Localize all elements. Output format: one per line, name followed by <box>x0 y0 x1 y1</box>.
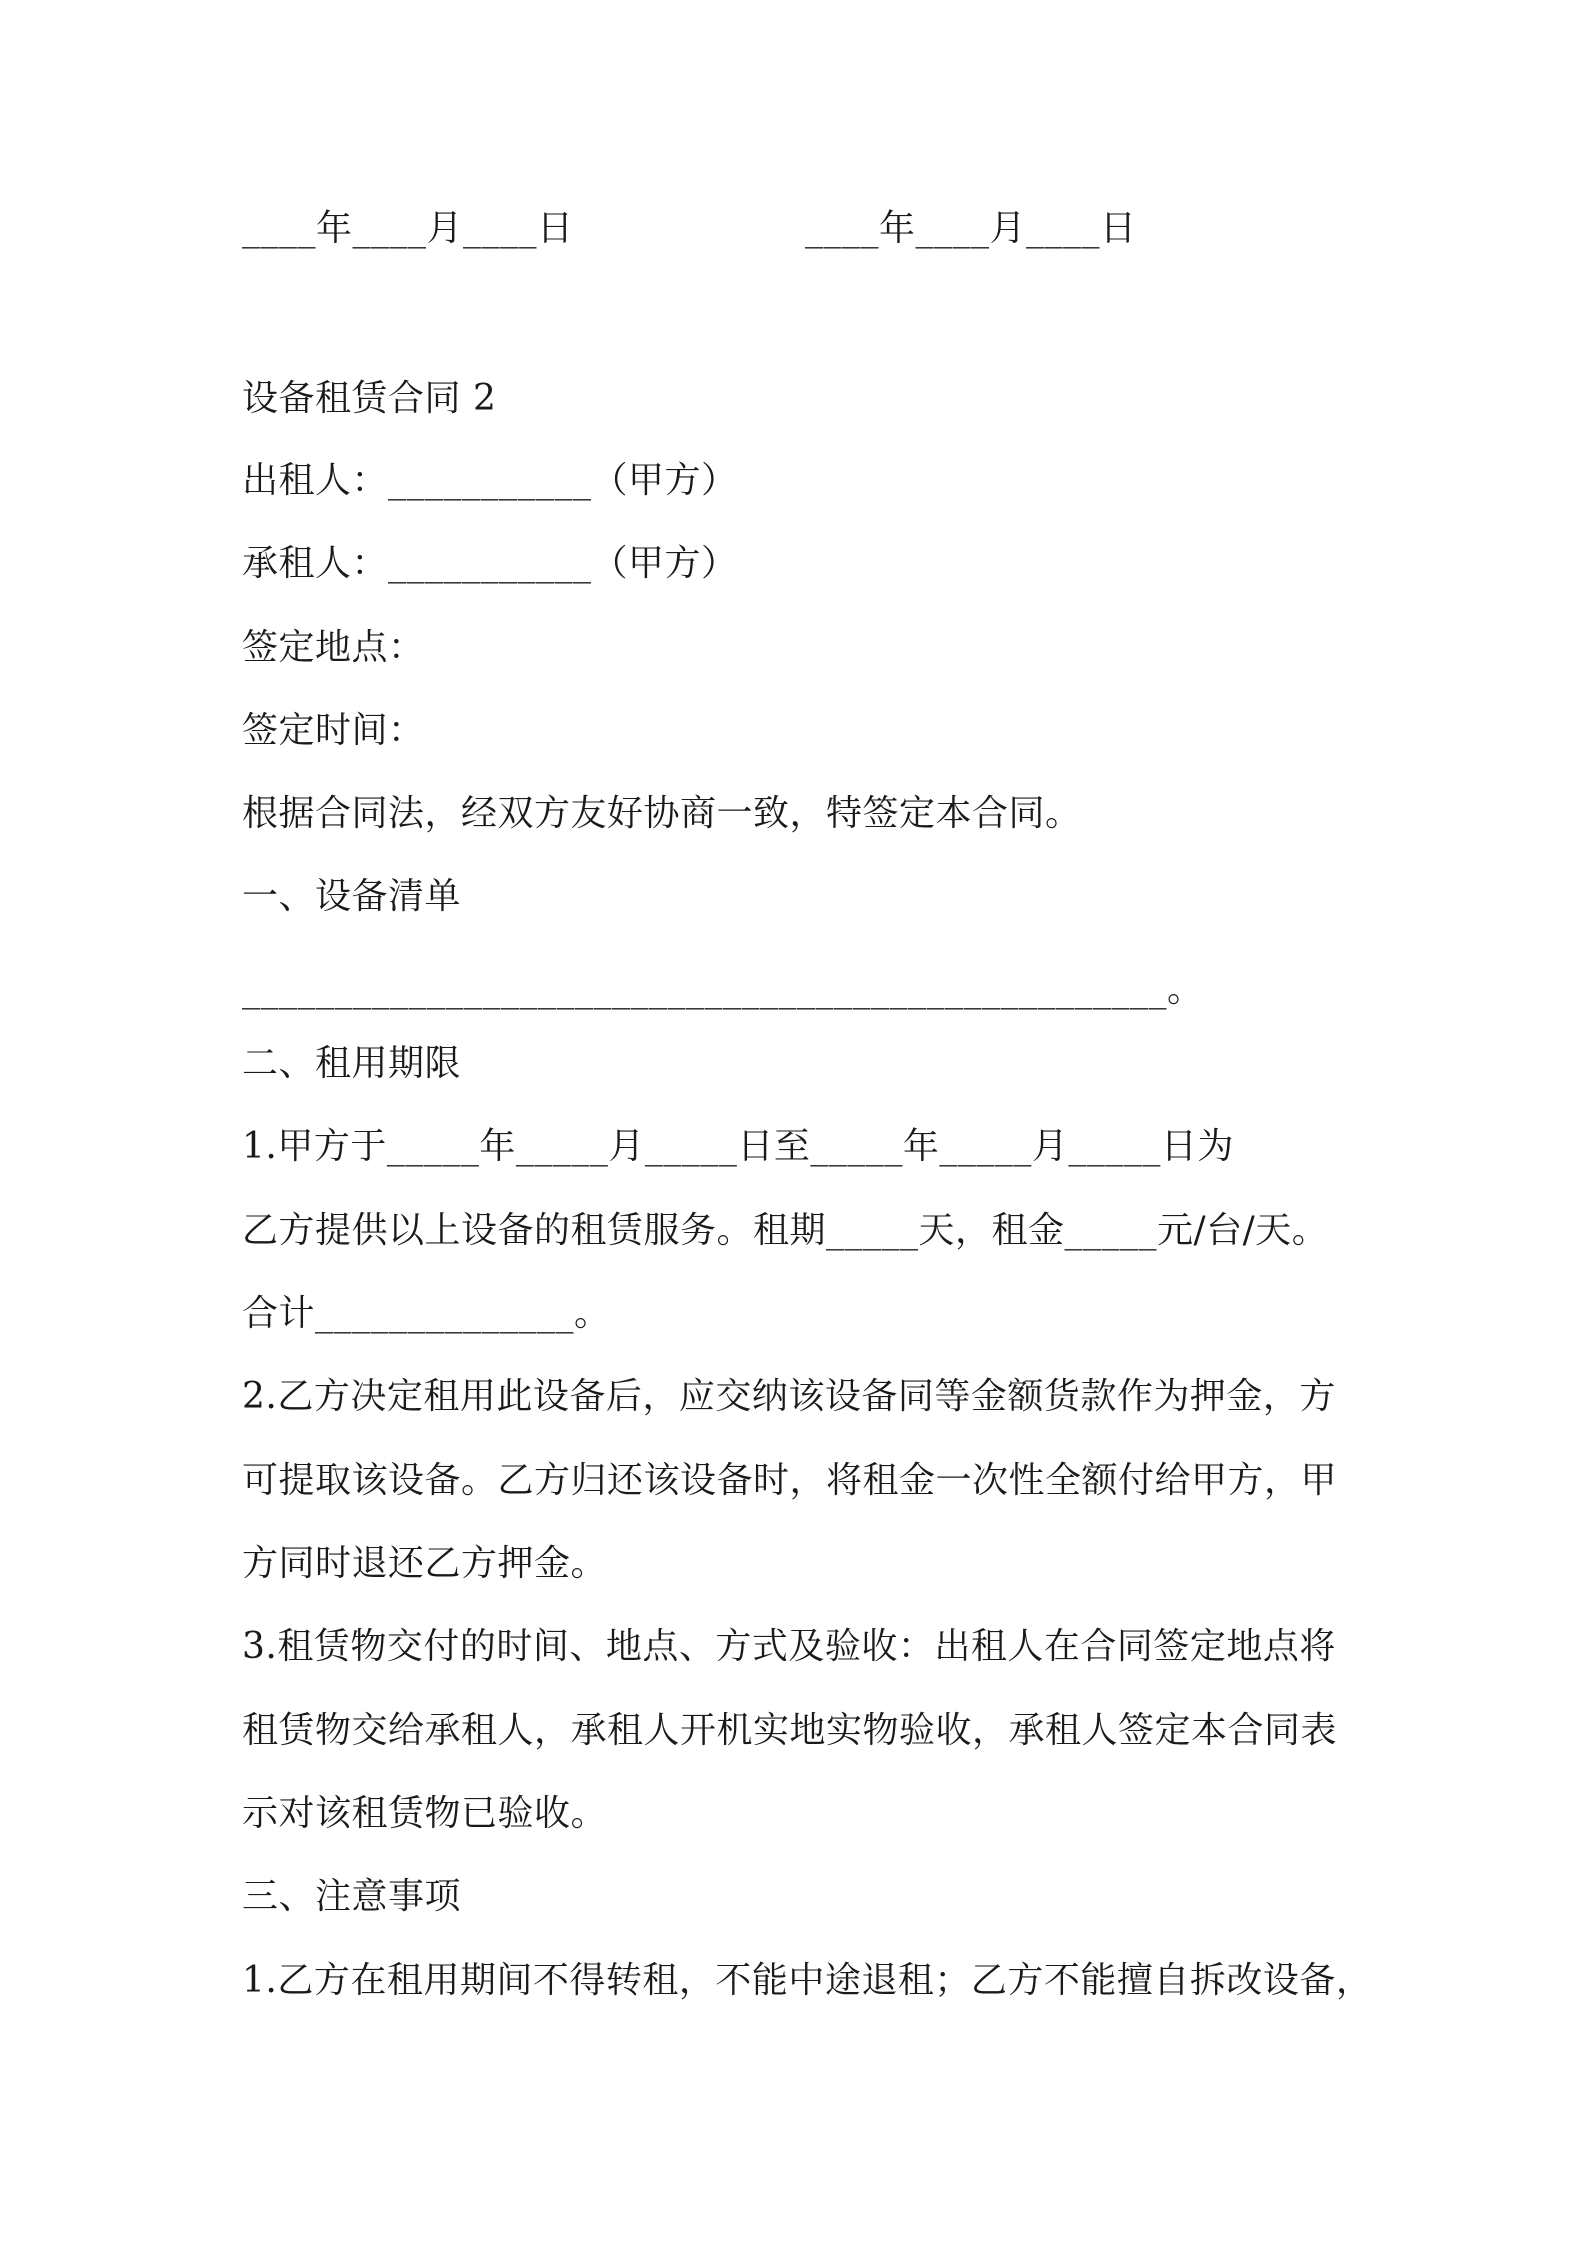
section2-clause2-line2: 可提取该设备。乙方归还该设备时，将租金一次性全额付给甲方，甲 <box>242 1460 1338 1501</box>
lessee-line: 承租人：___________（甲方） <box>242 543 738 584</box>
section3-clause1-line1: 1.乙方在租用期间不得转租，不能中途退租；乙方不能擅自拆改设备， <box>242 1960 1373 2001</box>
signature-date-right: ____年____月____日 <box>805 208 1137 249</box>
section2-clause1-line2: 乙方提供以上设备的租赁服务。租期_____天，租金_____元/台/天。 <box>242 1210 1329 1251</box>
section3-heading: 三、注意事项 <box>242 1876 462 1917</box>
lessor-line: 出租人：___________（甲方） <box>242 460 738 501</box>
sign-place-line: 签定地点： <box>242 627 425 668</box>
signature-date-left: ____年____月____日 <box>242 208 574 249</box>
section2-clause1-line3: 合计______________。 <box>242 1293 611 1334</box>
section2-clause3-line2: 租赁物交给承租人，承租人开机实地实物验收，承租人签定本合同表 <box>242 1710 1338 1751</box>
section2-clause1-line1: 1.甲方于_____年_____月_____日至_____年_____月_____日为 <box>242 1126 1234 1167</box>
section1-blank-line: __________________________________________________。 <box>242 969 1204 1010</box>
preamble-paragraph: 根据合同法，经双方友好协商一致，特签定本合同。 <box>242 793 1082 834</box>
section2-clause2-line3: 方同时退还乙方押金。 <box>242 1543 608 1584</box>
contract-title: 设备租赁合同 2 <box>242 378 497 419</box>
section2-clause3-line3: 示对该租赁物已验收。 <box>242 1793 608 1834</box>
section2-clause2-line1: 2.乙方决定租用此设备后，应交纳该设备同等金额货款作为押金，方 <box>242 1376 1336 1417</box>
section1-heading: 一、设备清单 <box>242 876 462 917</box>
section2-clause3-line1: 3.租赁物交付的时间、地点、方式及验收：出租人在合同签定地点将 <box>242 1626 1336 1667</box>
section2-heading: 二、租用期限 <box>242 1043 462 1084</box>
sign-time-line: 签定时间： <box>242 710 425 751</box>
